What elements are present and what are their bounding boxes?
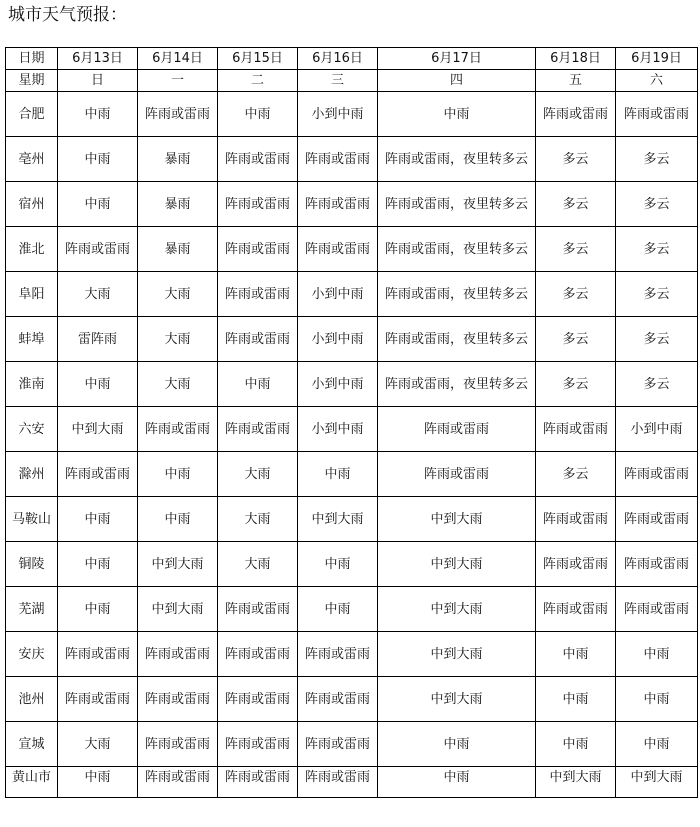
forecast-cell: 中雨: [58, 362, 138, 407]
forecast-cell: 中到大雨: [378, 497, 536, 542]
forecast-cell: 阵雨或雷雨: [218, 227, 298, 272]
forecast-cell: 中到大雨: [536, 767, 616, 798]
table-row: [6, 632, 698, 677]
forecast-cell: 阵雨或雷雨，夜里转多云: [378, 362, 536, 407]
city-cell: 安庆: [6, 632, 58, 677]
forecast-cell: 大雨: [218, 452, 298, 497]
city-cell: 芜湖: [6, 587, 58, 632]
forecast-cell: 中雨: [616, 722, 698, 767]
forecast-cell: 阵雨或雷雨: [616, 542, 698, 587]
table-row: [6, 407, 698, 452]
table-row: [6, 362, 698, 407]
forecast-cell: 小到中雨: [616, 407, 698, 452]
forecast-cell: 小到中雨: [298, 317, 378, 362]
city-cell: 阜阳: [6, 272, 58, 317]
forecast-cell: 阵雨或雷雨，夜里转多云: [378, 317, 536, 362]
forecast-table-body: [6, 48, 698, 798]
city-cell: 淮南: [6, 362, 58, 407]
weekday-cell: 一: [138, 70, 218, 92]
city-cell: 亳州: [6, 137, 58, 182]
city-cell: 宿州: [6, 182, 58, 227]
weekday-cell: 四: [378, 70, 536, 92]
date-cell: 6月19日: [616, 48, 698, 70]
forecast-table: [5, 47, 698, 798]
date-cell: 6月17日: [378, 48, 536, 70]
weekday-row: [6, 70, 698, 92]
forecast-cell: 大雨: [138, 272, 218, 317]
forecast-cell: 阵雨或雷雨，夜里转多云: [378, 272, 536, 317]
forecast-cell: 阵雨或雷雨: [616, 92, 698, 137]
table-row: [6, 677, 698, 722]
city-cell: 六安: [6, 407, 58, 452]
forecast-cell: 阵雨或雷雨: [536, 497, 616, 542]
forecast-cell: 大雨: [58, 272, 138, 317]
forecast-cell: 阵雨或雷雨: [298, 632, 378, 677]
forecast-cell: 中雨: [536, 722, 616, 767]
forecast-cell: 阵雨或雷雨: [378, 407, 536, 452]
forecast-cell: 多云: [536, 317, 616, 362]
date-cell: 6月18日: [536, 48, 616, 70]
city-cell: 池州: [6, 677, 58, 722]
weekday-cell: 日: [58, 70, 138, 92]
forecast-cell: 阵雨或雷雨: [378, 452, 536, 497]
forecast-cell: 阵雨或雷雨，夜里转多云: [378, 182, 536, 227]
forecast-cell: 大雨: [58, 722, 138, 767]
date-cell: 6月16日: [298, 48, 378, 70]
forecast-cell: 暴雨: [138, 182, 218, 227]
city-cell: 宣城: [6, 722, 58, 767]
forecast-cell: 中雨: [218, 92, 298, 137]
table-row: [6, 272, 698, 317]
forecast-cell: 中雨: [616, 677, 698, 722]
forecast-cell: 阵雨或雷雨: [218, 677, 298, 722]
date-cell: 6月14日: [138, 48, 218, 70]
forecast-cell: 阵雨或雷雨: [218, 137, 298, 182]
forecast-cell: 中到大雨: [616, 767, 698, 798]
forecast-cell: 中到大雨: [58, 407, 138, 452]
forecast-cell: 阵雨或雷雨: [298, 722, 378, 767]
forecast-cell: 多云: [616, 317, 698, 362]
date-cell: 6月13日: [58, 48, 138, 70]
forecast-cell: 阵雨或雷雨: [536, 542, 616, 587]
city-cell: 黄山市: [6, 767, 58, 798]
forecast-cell: 大雨: [138, 317, 218, 362]
forecast-cell: 阵雨或雷雨: [218, 407, 298, 452]
forecast-cell: 阵雨或雷雨，夜里转多云: [378, 227, 536, 272]
forecast-cell: 阵雨或雷雨: [298, 677, 378, 722]
forecast-cell: 多云: [536, 452, 616, 497]
forecast-cell: 中雨: [378, 722, 536, 767]
forecast-cell: 中雨: [58, 182, 138, 227]
table-row: [6, 767, 698, 798]
forecast-cell: 小到中雨: [298, 362, 378, 407]
forecast-cell: 阵雨或雷雨: [138, 407, 218, 452]
table-row: [6, 317, 698, 362]
forecast-cell: 多云: [536, 272, 616, 317]
forecast-cell: 多云: [536, 362, 616, 407]
table-row: [6, 587, 698, 632]
forecast-cell: 阵雨或雷雨: [298, 137, 378, 182]
forecast-cell: 大雨: [218, 497, 298, 542]
forecast-cell: 中雨: [58, 92, 138, 137]
forecast-cell: 阵雨或雷雨: [298, 767, 378, 798]
forecast-cell: 多云: [616, 227, 698, 272]
forecast-cell: 暴雨: [138, 137, 218, 182]
forecast-cell: 中到大雨: [378, 542, 536, 587]
forecast-cell: 中到大雨: [378, 587, 536, 632]
forecast-cell: 阵雨或雷雨: [138, 632, 218, 677]
forecast-cell: 中雨: [536, 632, 616, 677]
table-row: [6, 542, 698, 587]
forecast-cell: 雷阵雨: [58, 317, 138, 362]
forecast-cell: 小到中雨: [298, 92, 378, 137]
page-title: 城市天气预报：: [8, 5, 127, 25]
forecast-cell: 中到大雨: [138, 587, 218, 632]
table-row: [6, 452, 698, 497]
forecast-cell: 阵雨或雷雨: [298, 182, 378, 227]
weekday-cell: 二: [218, 70, 298, 92]
forecast-cell: 大雨: [218, 542, 298, 587]
forecast-cell: 中雨: [218, 362, 298, 407]
city-cell: 马鞍山: [6, 497, 58, 542]
date-row: [6, 48, 698, 70]
forecast-cell: 阵雨或雷雨: [616, 587, 698, 632]
table-row: [6, 227, 698, 272]
forecast-cell: 阵雨或雷雨: [616, 452, 698, 497]
forecast-cell: 中雨: [378, 92, 536, 137]
forecast-cell: 阵雨或雷雨: [218, 587, 298, 632]
city-cell: 滁州: [6, 452, 58, 497]
city-cell: 合肥: [6, 92, 58, 137]
forecast-cell: 多云: [616, 137, 698, 182]
forecast-cell: 中雨: [58, 497, 138, 542]
forecast-cell: 阵雨或雷雨，夜里转多云: [378, 137, 536, 182]
weekday-cell: 五: [536, 70, 616, 92]
city-cell: 蚌埠: [6, 317, 58, 362]
forecast-cell: 阵雨或雷雨: [536, 407, 616, 452]
forecast-cell: 中雨: [138, 497, 218, 542]
forecast-cell: 中到大雨: [378, 632, 536, 677]
forecast-cell: 多云: [616, 182, 698, 227]
date-label: 日期: [6, 48, 58, 70]
forecast-cell: 阵雨或雷雨: [218, 182, 298, 227]
forecast-cell: 多云: [616, 362, 698, 407]
forecast-cell: 大雨: [138, 362, 218, 407]
forecast-cell: 阵雨或雷雨: [58, 452, 138, 497]
date-cell: 6月15日: [218, 48, 298, 70]
forecast-cell: 中雨: [58, 542, 138, 587]
forecast-cell: 阵雨或雷雨: [218, 317, 298, 362]
forecast-cell: 阵雨或雷雨: [536, 587, 616, 632]
forecast-cell: 阵雨或雷雨: [218, 632, 298, 677]
forecast-cell: 中雨: [298, 587, 378, 632]
forecast-cell: 阵雨或雷雨: [298, 227, 378, 272]
table-row: [6, 497, 698, 542]
forecast-cell: 阵雨或雷雨: [218, 767, 298, 798]
forecast-cell: 中到大雨: [138, 542, 218, 587]
forecast-cell: 中雨: [58, 767, 138, 798]
forecast-cell: 暴雨: [138, 227, 218, 272]
forecast-cell: 多云: [536, 182, 616, 227]
forecast-cell: 多云: [536, 137, 616, 182]
table-row: [6, 722, 698, 767]
forecast-cell: 小到中雨: [298, 407, 378, 452]
forecast-cell: 中到大雨: [378, 677, 536, 722]
city-cell: 淮北: [6, 227, 58, 272]
forecast-cell: 阵雨或雷雨: [616, 497, 698, 542]
forecast-cell: 多云: [536, 227, 616, 272]
forecast-cell: 阵雨或雷雨: [58, 677, 138, 722]
forecast-cell: 中到大雨: [298, 497, 378, 542]
forecast-cell: 阵雨或雷雨: [58, 632, 138, 677]
forecast-cell: 阵雨或雷雨: [218, 272, 298, 317]
forecast-cell: 中雨: [58, 137, 138, 182]
forecast-cell: 阵雨或雷雨: [138, 677, 218, 722]
forecast-cell: 阵雨或雷雨: [138, 92, 218, 137]
table-row: [6, 92, 698, 137]
forecast-cell: 阵雨或雷雨: [536, 92, 616, 137]
forecast-cell: 阵雨或雷雨: [138, 767, 218, 798]
forecast-cell: 中雨: [58, 587, 138, 632]
forecast-cell: 中雨: [138, 452, 218, 497]
forecast-cell: 中雨: [616, 632, 698, 677]
forecast-cell: 阵雨或雷雨: [138, 722, 218, 767]
forecast-cell: 中雨: [536, 677, 616, 722]
weekday-cell: 六: [616, 70, 698, 92]
forecast-cell: 阵雨或雷雨: [58, 227, 138, 272]
weekday-cell: 三: [298, 70, 378, 92]
forecast-cell: 中雨: [298, 452, 378, 497]
forecast-cell: 多云: [616, 272, 698, 317]
forecast-cell: 中雨: [378, 767, 536, 798]
forecast-cell: 中雨: [298, 542, 378, 587]
table-row: [6, 137, 698, 182]
city-cell: 铜陵: [6, 542, 58, 587]
weekday-label: 星期: [6, 70, 58, 92]
table-row: [6, 182, 698, 227]
forecast-cell: 小到中雨: [298, 272, 378, 317]
forecast-cell: 阵雨或雷雨: [218, 722, 298, 767]
